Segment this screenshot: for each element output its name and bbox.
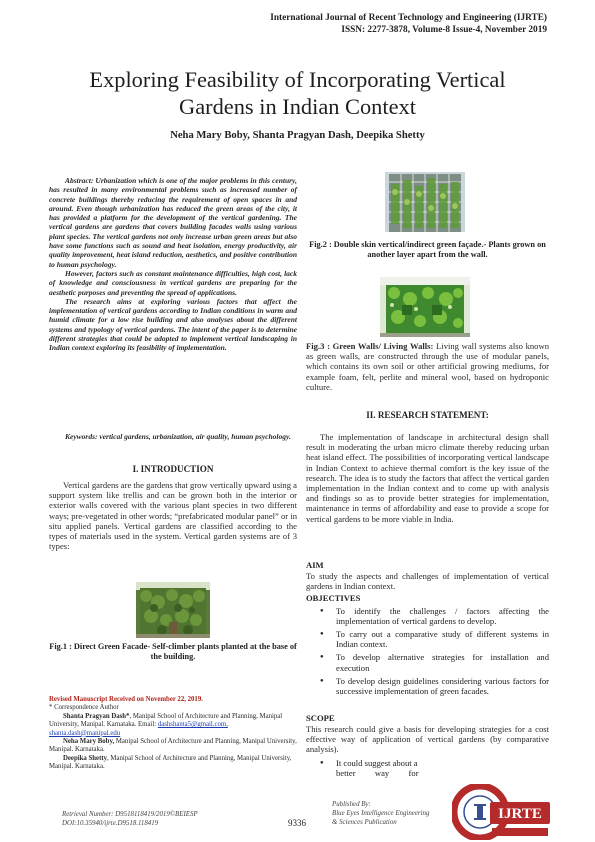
scope-heading: SCOPE [306,713,335,723]
author-affiliation-1: Shanta Pragyan Dash*, Manipal School of Architecture and Planning, Manipal University, Manipal. Karnataka. Email: dashshanta5@gmail.com, shanta.dash@manipal.edu [49,712,283,737]
author-list: Neha Mary Boby, Shanta Pragyan Dash, Deepika Shetty [170,130,425,141]
scope-text: This research could give a basis for developing strategies for a cost effective way of application of vertical gardens (by comparative analysis). [306,723,549,754]
list-item: ● It could suggest about a better way for [320,758,456,778]
section-heading-introduction: I. INTRODUCTION [132,464,214,474]
abstract-paragraph-2: However, factors such as constant maintenance difficulties, high cost, lack of knowledge and consciousness in vertical gardens are preparing for the aesthetic purposes and preventing the spread of applications. [49,268,297,297]
author-affiliation-3: Deepika Shetty, Manipal School of Architecture and Planning, Manipal University, Manipal. Karnataka. [49,754,292,771]
publisher-info: Published By: Blue Eyes Intelligence Engineering & Sciences Publication [332,801,430,826]
correspondence-note: * Correspondence Author [49,704,119,712]
author-email-link[interactable]: dashshanta5@gmail.com, shanta.dash@manipal.edu [49,721,228,737]
abstract-paragraph-1: Abstract: Urbanization which is one of the major problems in this century, has resulted in many environmental problems such as increased number of concrete buildings thereby reducing the requirement of open spaces in and around. Even though urbanization has reduced the green areas of the city, it has provided a platform for the development of the vertical gardening. The vertical gardens are gardens that covers building facades walls using various plant species. The vertical gardens not only increase urban green areas but also have some functions such as sound and heat isolation, energy productivity, air quality improvement, heat island reduction, aesthetics, and positive contribution to human psychology. [49,176,297,269]
journal-name: International Journal of Recent Technology and Engineering (IJRTE) [270,13,547,23]
abstract [49,176,297,353]
scope-block [306,713,549,782]
aim-heading: AIM [306,560,324,570]
figure-1-caption: Fig.1 : Direct Green Facade- Self-climber plants planted at the base of the building. [49,642,297,662]
figure-1-image [136,582,210,638]
aim-text: To study the aspects and challenges of implementation of vertical gardens in Indian context. [306,570,549,591]
journal-logo [452,784,552,840]
objectives-heading: OBJECTIVES [306,593,361,603]
figure-2-image [385,172,465,232]
abstract-label: Abstract: [65,176,94,185]
revised-date: Revised Manuscript Received on November 22, 2019. [49,696,203,703]
journal-header [187,12,547,36]
section-heading-research-statement: II. RESEARCH STATEMENT: [366,410,489,420]
scope-list [306,758,456,778]
list-item: ● To carry out a comparative study of different systems in Indian context. [320,629,549,649]
journal-issn: ISSN: 2277-3878, Volume-8 Issue-4, November 2019 [341,25,547,35]
page-title [40,66,555,120]
research-paragraph: The implementation of landscape in architectural design shall result in moderating the urban micro climate thereby reducing urban heat island effect. The possibilities of incorporating vertical landscape in Indian Context to achieve thermal comfort is the key issue of the research. The idea is to study the factors that affect the vertical garden implementation in the Indian context and to come up with analysis and findings so as to provide better strategies for implementation, maintenance in terms of affordability and ease to provide a scope for vertical gardens to be more viable in India. [306,432,549,524]
objectives-block [306,593,549,699]
figure-3-label: Fig.3 : Green Walls/ Living Walls: [306,341,434,351]
figure-3-image [380,277,470,337]
retrieval-info [62,810,198,828]
list-item: ● To develop alternative strategies for installation and execution [320,652,549,672]
figure-2-caption: Fig.2 : Double skin vertical/indirect green façade.- Plants grown on another layer apart from the wall. [309,240,546,260]
title-line-1: Exploring Feasibility of Incorporating Vertical [89,67,506,92]
author-footnote [49,696,297,772]
abstract-paragraph-3: The research aims at exploring various factors that affect the implementation of vertical gardens according to Indian conditions in warm and humid climate for a low rise building and also analyses about the different systems and typology of vertical gardens. The intent of the paper is to determine different strategies that could be adopted to implement vertical landscaping in Indian context exploring its feasibility of implementation. [49,296,297,353]
page-number: 9336 [288,818,306,828]
list-item: ● To identify the challenges / factors affecting the implementation of vertical gardens to develop. [320,606,549,626]
keywords: Keywords: vertical gardens, urbanization, air quality, human psychology. [65,432,291,441]
objectives-list [306,606,549,697]
logo-text: IJRTE [498,806,542,822]
figure-3-caption: Fig.3 : Green Walls/ Living Walls: Living wall systems also known as green walls, are constructed through the use of modular panels, which contains its own soil or other artificial growing mediums, for example foam, felt, perlite and mineral wool, based on hydroponic culture. [306,341,549,392]
aim-block [306,560,549,591]
title-line-2: Gardens in Indian Context [179,94,416,119]
introduction-paragraph: Vertical gardens are the gardens that grow vertically upward using a support system like trellis and can be grown both in the interior or exterior walls covered with the various plant species in two different ways; pre-vegetated in other words; “prefabricated modular panel” or in situ applied panels. Vertical gardens are classified according to the types of materials used in the system. Vertical garden systems are of 3 types: [49,480,297,552]
doi: DOI:10.35940/ijrte.D9518.118419 [62,820,159,827]
retrieval-number: Retrieval Number: D9518118419/2019©BEIESP [62,811,198,818]
list-item: ● To develop design guidelines considering various factors for successive implementation of green facades. [320,676,549,696]
author-affiliation-2: Neha Mary Boby, Manipal School of Architecture and Planning, Manipal University, Manipal. Karnataka. [49,738,297,754]
